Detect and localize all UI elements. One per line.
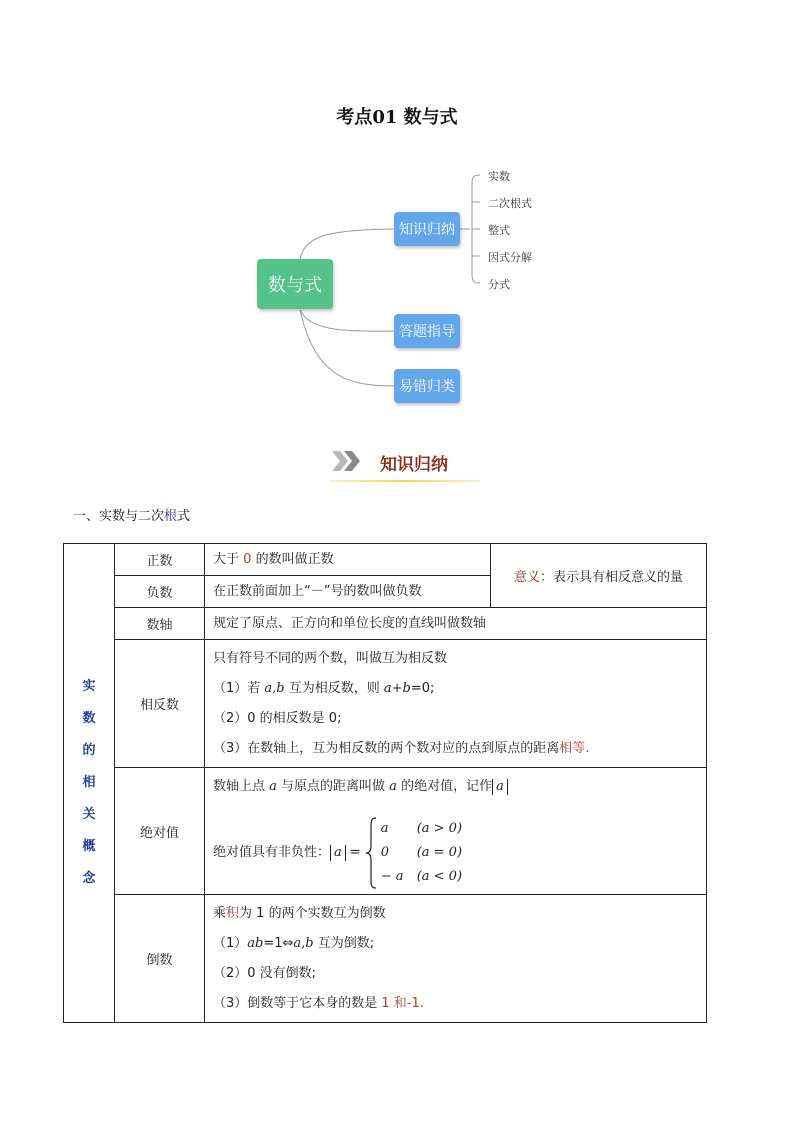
section-underline [330,480,480,482]
table-row [64,544,707,576]
subsection-heading [73,505,190,524]
group-char: 实 [82,679,96,694]
row-label: 正数 [115,544,205,576]
content-line [213,899,706,929]
text-part: =1⇔ [263,935,294,951]
text-highlight: 1 和-1 [381,995,420,1011]
text-part: （3）倒数等于它本身的数是 [213,995,382,1011]
group-char: 相 [82,775,96,790]
row-content: 在正数前面加上“－”号的数叫做负数 [205,576,491,608]
page-title: 考点01 数与式 [336,107,458,128]
double-chevron-icon [330,449,364,473]
row-label: 倒数 [115,895,205,1023]
brace-icon [365,816,377,890]
mindmap-branch-errors: 易错归类 [394,369,460,403]
meaning-cell [491,544,707,608]
table-row [64,768,707,895]
group-char: 数 [82,711,96,726]
heading-text: 一、实数与二次 [73,509,165,524]
math-text: a [389,779,397,794]
row-content [205,895,707,1023]
text-part: 数轴上点 [213,779,270,794]
abs-notation: a [492,779,508,795]
mindmap-leaf: 因式分解 [488,251,532,264]
text-part: . [419,995,424,1011]
math-text: a,b [264,680,285,696]
content-line: （2）0 的相反数是 0; [213,710,342,726]
text-part: （3）在数轴上，互为相反数的两个数对应的点到原点的距离 [213,740,560,756]
mindmap-leaf: 实数 [488,170,510,183]
case-cond: (a = 0) [416,845,463,860]
text-part: 互为相反数，则 [284,680,384,696]
text-part: . [585,740,590,756]
content-line [213,674,706,704]
content-line: 只有符号不同的两个数，叫做互为相反数 [213,650,448,666]
group-char: 念 [82,871,96,886]
case-cond: (a > 0) [416,821,463,836]
case-row [381,865,462,889]
piecewise-cases [381,817,462,889]
group-char: 关 [82,807,96,822]
case-row [381,841,462,865]
content-line [213,734,706,764]
group-char: 的 [82,743,96,758]
case-expr: 0 [380,845,389,860]
row-label: 相反数 [115,640,205,768]
equals-sign: = [349,845,361,860]
row-content [205,640,707,768]
table-row [64,608,707,640]
text-part: 的绝对值，记作 [396,779,493,794]
group-label [64,544,115,1023]
text-part: 大于 [213,551,240,567]
case-cond: (a < 0) [416,869,463,884]
text-highlight: 相等 [559,740,586,756]
math-text: a+b [383,680,411,696]
mindmap-leaf: 整式 [488,224,510,237]
heading-highlight: 根 [164,509,178,524]
text-part: 为 1 的两个实数互为倒数 [239,905,386,921]
text-part: （1）若 [213,680,265,696]
row-label: 数轴 [115,608,205,640]
mindmap-leaf: 二次根式 [488,197,532,210]
math-text: a [269,779,277,794]
case-expr: − a [380,869,404,884]
row-content [205,768,707,895]
row-content: 规定了原点、正方向和单位长度的直线叫做数轴 [205,608,707,640]
abs-notation: a [330,845,346,861]
section-title: 知识归纳 [380,455,448,475]
meaning-text: ：表示具有相反意义的量 [540,570,684,585]
table-row [64,640,707,768]
row-content [205,544,491,576]
math-text: a,b [293,935,314,951]
mindmap-root: 数与式 [257,259,333,309]
text-part: （1） [213,935,248,951]
content-line [213,816,706,890]
content-line [213,929,706,959]
row-label: 绝对值 [115,768,205,895]
content-line [213,772,706,802]
text-part: 与原点的距离叫做 [276,779,390,794]
case-expr: a [380,821,389,836]
mindmap-leaf: 分式 [488,278,510,291]
meaning-label: 意义 [513,570,540,585]
content-line [213,989,706,1019]
table-row [64,895,707,1023]
row-label: 负数 [115,576,205,608]
text-part: 互为倒数; [313,935,375,951]
case-row [381,817,462,841]
text-part: 的数叫做正数 [255,551,334,567]
mindmap-branch-knowledge: 知识归纳 [394,212,460,246]
group-char: 概 [82,839,96,854]
text-part: =0; [410,680,435,696]
concept-table [63,543,707,1023]
heading-text: 式 [177,509,191,524]
math-text: ab [247,935,264,951]
text-part: 绝对值具有非负性： [213,845,331,860]
text-highlight: 0 [243,551,252,567]
content-line: （2）0 没有倒数; [213,965,317,981]
text-highlight: 积 [226,905,240,921]
mindmap-branch-guidance: 答题指导 [394,314,460,348]
text-part: 乘 [213,905,227,921]
